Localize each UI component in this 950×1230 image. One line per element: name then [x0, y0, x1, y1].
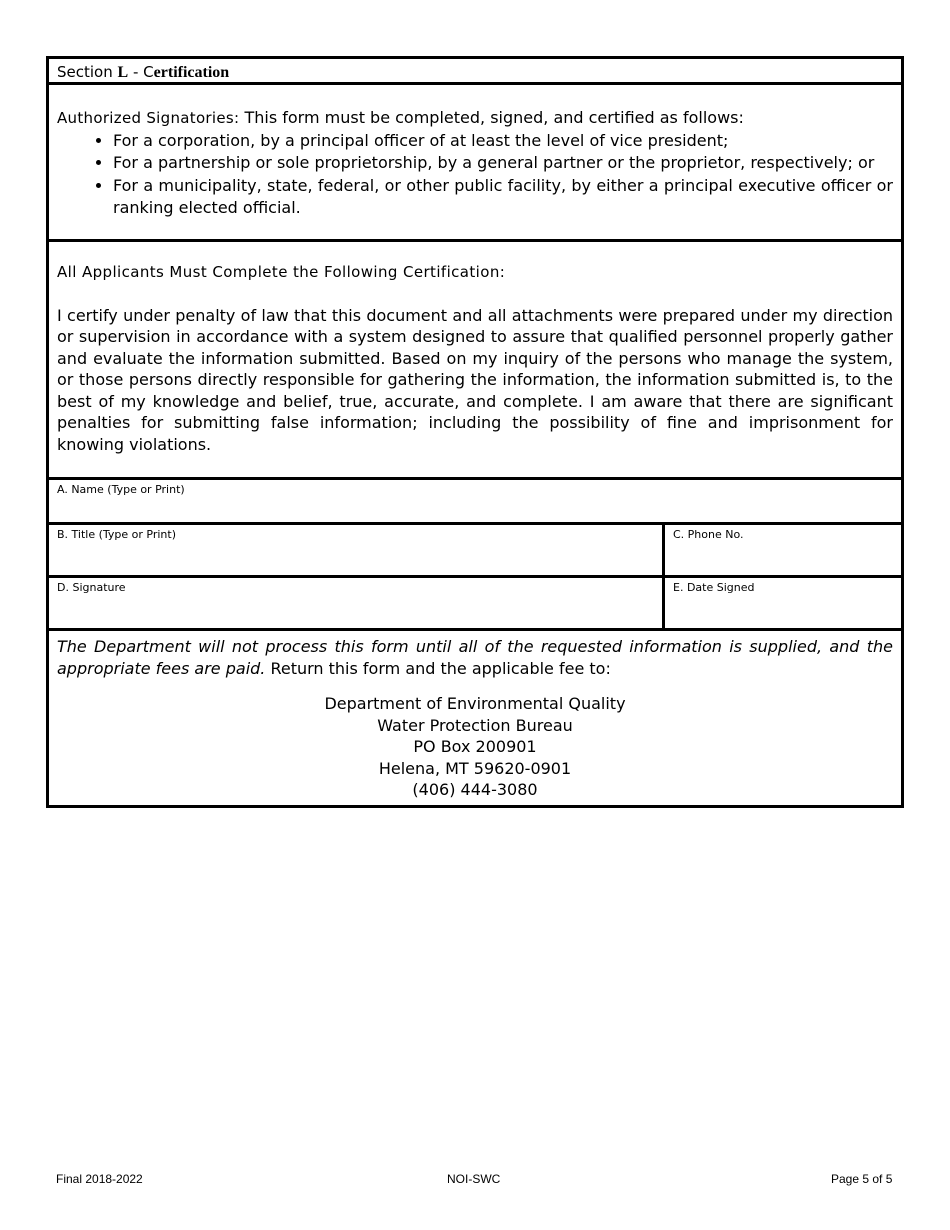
phone-label: C. Phone No.	[673, 528, 744, 541]
footer-form-id: NOI-SWC	[447, 1172, 501, 1186]
list-item: • For a municipality, state, federal, or other public facility, by either a principal executive officer or ranking elected official.	[113, 175, 893, 220]
certification-label: All Applicants Must Complete the Following Certification:	[57, 263, 506, 281]
list-item: • For a partnership or sole proprietorship, by a general partner or the proprietor, respectively; or	[113, 152, 893, 175]
section-title-initial: C	[143, 63, 154, 81]
title-phone-row	[49, 525, 901, 578]
footer-page-number: Page 5 of 5	[831, 1172, 893, 1186]
section-letter: L	[117, 64, 129, 81]
signatories-intro: This form must be completed, signed, and certified as follows:	[244, 108, 744, 127]
signature-date-row	[49, 578, 901, 631]
section-title-rest: ertification	[153, 64, 230, 81]
name-field[interactable]	[49, 480, 901, 522]
return-note	[57, 636, 893, 679]
certification-statement	[49, 242, 901, 480]
certification-form	[46, 56, 904, 808]
return-instructions	[49, 631, 901, 805]
authorized-signatories	[49, 85, 901, 242]
signatories-label: Authorized Signatories:	[57, 109, 240, 127]
return-note-italic: The Department will not process this form until all of the requested information is supplied, and the appropriate fees are paid.	[57, 637, 893, 678]
certification-text: I certify under penalty of law that this document and all attachments were prepared under my direction or supervision in accordance with a system designed to assure that qualified personnel properly gather and evaluate the information submitted. Based on my inquiry of the persons who manage the system, or those persons directly responsible for gathering the information, the information submitted is, to the best of my knowledge and belief, true, accurate, and complete. I am aware that there are significant penalties for submitting false information; including the possibility of fine and imprisonment for knowing violations.	[57, 305, 893, 454]
section-dash: -	[132, 63, 139, 81]
list-item: • For a corporation, by a principal officer of at least the level of vice president;	[113, 130, 893, 153]
title-label: B. Title (Type or Print)	[57, 528, 177, 541]
address-line: Water Protection Bureau	[377, 715, 573, 735]
address-line: Department of Environmental Quality	[324, 694, 626, 713]
address-line: Helena, MT 59620-0901	[378, 758, 572, 778]
date-label: E. Date Signed	[673, 581, 755, 594]
phone-field[interactable]	[665, 525, 901, 575]
name-label: A. Name (Type or Print)	[57, 483, 185, 496]
footer-version: Final 2018-2022	[56, 1172, 143, 1186]
name-row	[49, 480, 901, 525]
signature-label: D. Signature	[57, 581, 126, 594]
section-prefix: Section	[57, 63, 113, 81]
signatories-list	[57, 130, 893, 220]
title-field[interactable]	[49, 525, 665, 575]
section-header	[49, 59, 901, 85]
date-signed-field[interactable]	[665, 578, 901, 628]
mailing-address	[57, 693, 893, 801]
address-line: PO Box 200901	[413, 737, 537, 756]
address-phone: (406) 444-3080	[412, 780, 538, 799]
signature-field[interactable]	[49, 578, 665, 628]
return-note-plain: Return this form and the applicable fee to:	[265, 658, 611, 678]
